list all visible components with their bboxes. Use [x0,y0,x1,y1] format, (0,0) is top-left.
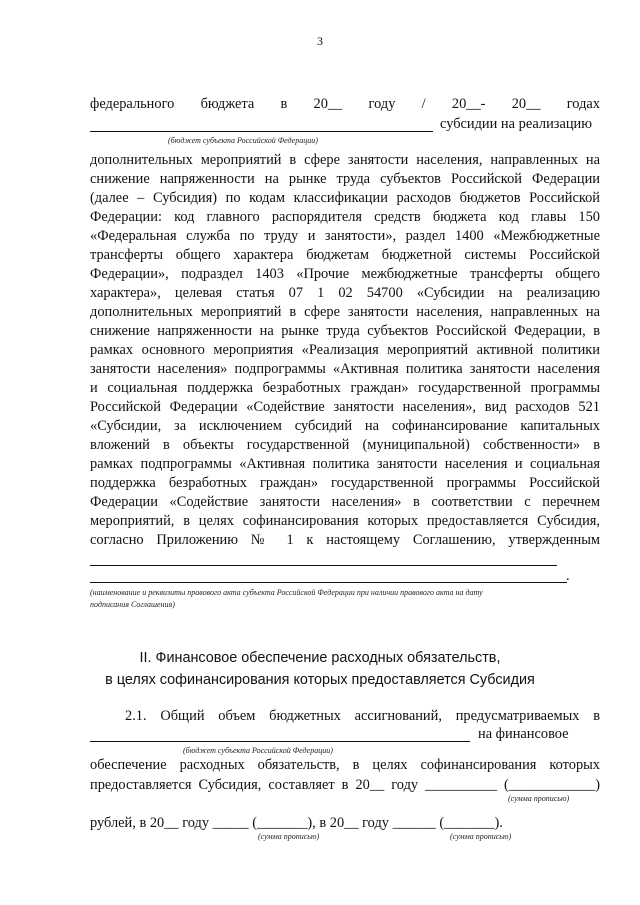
paragraph-line: мероприятий, в целях софинансирования которых предоставляется Субсидия, [90,513,600,529]
clause-2-1: 2.1. Общий объем бюджетных ассигнований, предусматриваемых в [125,708,600,724]
caption-budget-2: (бюджет субъекта Российской Федерации) [183,746,333,755]
fill-in-line-budget [90,131,433,132]
paragraph-line: вложений в объекты государственной (муниципальной) собственности» в [90,437,600,453]
caption-sum-in-words: (сумма прописью) [508,794,570,803]
paragraph-line: трансферты общего характера бюджетам бюджетной системы Российской [90,247,600,263]
caption-budget: (бюджет субъекта Российской Федерации) [168,136,318,145]
paragraph-line: снижение напряженности на рынке труда субъектов Российской Федерации [90,171,600,187]
clause-line-obligations: обеспечение расходных обязательств, в целях софинансирования которых [90,757,600,773]
caption-sum-in-words-2: (сумма прописью) [258,832,320,841]
paragraph-line: дополнительных мероприятий в сфере занятости населения, направленных на [90,152,600,168]
paragraph-line: поддержка безработных граждан» государственной программы Российской [90,475,600,491]
paragraph-line: (далее – Субсидия) по кодам классификации расходов бюджетов Российской [90,190,600,206]
caption-legal-act: (наименование и реквизиты правового акта субъекта Российской Федерации при наличии правового акта на дату [90,588,483,597]
clause-line-amount: предоставляется Субсидия, составляет в 20__ году __________ (____________) [90,777,600,793]
caption-legal-act-continued: подписания Соглашения) [90,600,175,609]
paragraph-line: и социальная поддержка безработных граждан» государственной программы [90,380,600,396]
section-title: II. Финансовое обеспечение расходных обязательств, [139,650,501,666]
page-number: 3 [317,34,323,48]
fill-in-line-act-2 [90,582,567,583]
paragraph-line: «Федеральная служба по труду и занятости», раздел 1400 «Межбюджетные [90,228,600,244]
caption-sum-in-words-3: (сумма прописью) [450,832,512,841]
paragraph-line: рамках основного мероприятия «Реализация мероприятий активной политики [90,342,600,358]
paragraph-line: согласно Приложению № 1 к настоящему Соглашению, утвержденным [90,532,600,548]
paragraph-line: снижение напряженности на рынке труда субъектов Российской Федерации, в [90,323,600,339]
clause-line-rubles: рублей, в 20__ году _____ (_______), в 20__ году ______ (_______). [90,815,503,831]
period-mark: . [566,568,570,584]
body-text-subsidy: субсидии на реализацию [440,116,593,132]
body-line-budget-years: федерального бюджета в 20__ году / 20__- 20__ годах [90,96,600,112]
section-title-continued: в целях софинансирования которых предоставляется Субсидия [105,672,535,688]
paragraph-line: рамках подпрограммы «Активная политика занятости населения и социальная [90,456,600,472]
fill-in-line-budget-2 [90,741,470,742]
paragraph-line: характера», целевая статья 07 1 02 54700 «Субсидии на реализацию [90,285,600,301]
fill-in-line-act-1 [90,565,557,566]
paragraph-line: «Субсидии, за исключением субсидий на софинансирование капитальных [90,418,600,434]
paragraph-line: Федерации», подраздел 1403 «Прочие межбюджетные трансферты общего [90,266,600,282]
paragraph-line: дополнительных мероприятий в сфере занятости населения, направленных на [90,304,600,320]
paragraph-line: занятости населения» подпрограммы «Активная политика занятости населения [90,361,600,377]
body-text-financing: на финансовое [478,726,569,742]
paragraph-line: Российской Федерации «Содействие занятости населения», вид расходов 521 [90,399,600,415]
paragraph-line: Федерации: код главного распорядителя средств бюджета код главы 150 [90,209,600,225]
paragraph-line: Федерации «Содействие занятости населения» в соответствии с перечнем [90,494,600,510]
